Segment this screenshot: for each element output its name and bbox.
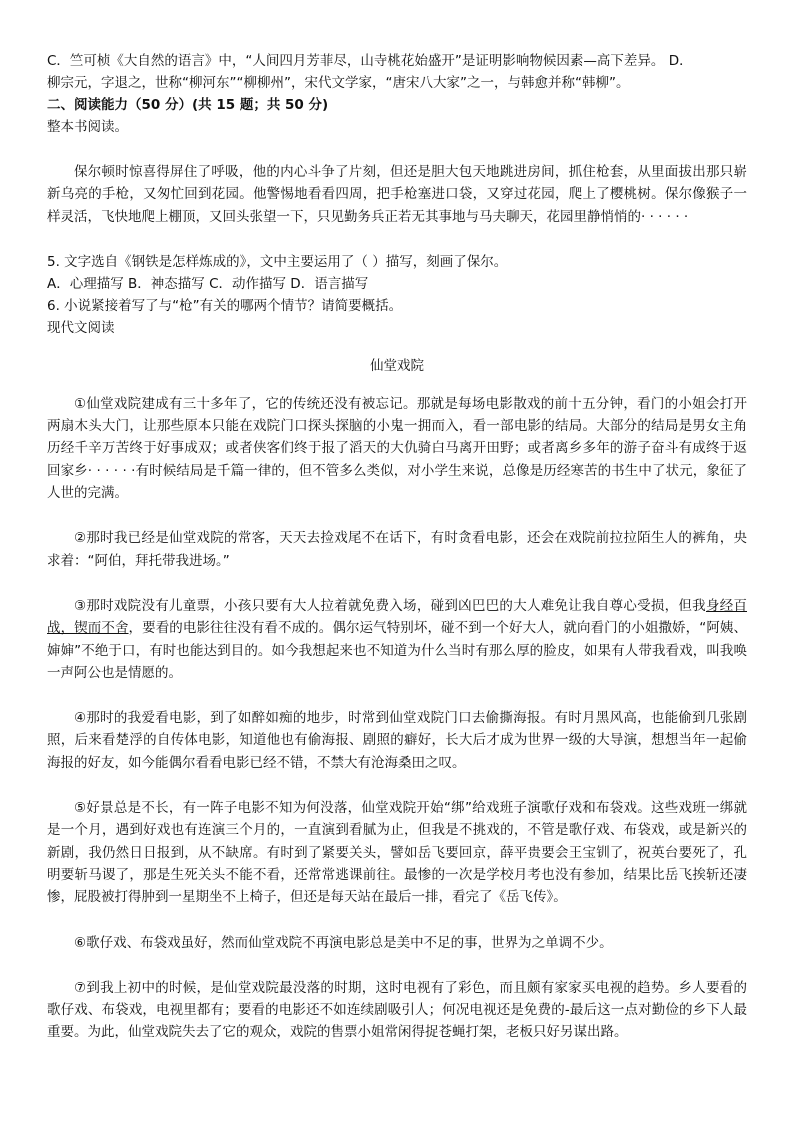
section-heading: 二、阅读能力（50 分）(共 15 题；共 50 分) <box>47 97 329 113</box>
paragraph-3-text-before: ③那时戏院没有儿童票，小孩只要有大人拉着就免费入场，碰到凶巴巴的大人难免让我自尊心受损，但我 <box>74 597 706 614</box>
whole-book-label: 整本书阅读。 <box>47 119 128 135</box>
article-paragraph-4: ④那时的我爱看电影，到了如醉如痴的地步，时常到仙堂戏院门口去偷撕海报。有时月黑风高，也能偷到几张剧照，后来看楚浮的自传体电影，知道他也有偷海报、剧照的癖好，长大后才成为世界一级的大导演，想想当年一起偷海报的好友，如今能偶尔看看电影已经不错，不禁大有沧海桑田之叹。 <box>47 710 747 771</box>
article-title: 仙堂戏院 <box>370 357 424 374</box>
article-paragraph-7: ⑦到我上初中的时候，是仙堂戏院最没落的时期，这时电视有了彩色，而且颇有家家买电视的趋势。乡人要看的歌仔戏、布袋戏，电视里都有；要看的电影还不如连续剧吸引人；何况电视还是免费的-最后这一点对勤俭的乡下人最重要。为此，仙堂戏院失去了它的观众，戏院的售票小姐常闲得捉苍蝇打架，老板只好另谋出路。 <box>47 979 747 1041</box>
novel-excerpt: 保尔顿时惊喜得屏住了呼吸，他的内心斗争了片刻，但还是胆大包天地跳进房间，抓住枪套，从里面拔出那只崭新乌亮的手枪，又匆忙回到花园。他警惕地看看四周，把手枪塞进口袋，又穿过花园，爬上了樱桃树。保尔像猴子一样灵活，飞快地爬上棚顶，又回头张望一下，只见勤务兵正若无其事地与马夫聊天，花园里静悄悄的· · · · · · <box>47 164 747 225</box>
underlined-phrase: 身经百战，锲而不舍 <box>47 597 748 637</box>
article-paragraph-3 <box>47 595 747 684</box>
article-paragraph-6: ⑥歌仔戏、布袋戏虽好，然而仙堂戏院不再演电影总是美中不足的事，世界为之单调不少。 <box>74 934 613 951</box>
question-5: 5. 文字选自《钢铁是怎样炼成的》，文中主要运用了（ ）描写，刻画了保尔。 <box>47 253 508 270</box>
article-paragraph-1: ①仙堂戏院建成有三十多年了，它的传统还没有被忘记。那就是每场电影散戏的前十五分钟，看门的小姐会打开两扇木头大门，让那些原本只能在戏院门口探头探脑的小鬼一拥而入，看一部电影的结局。大部分的结局是男女主角历经千辛万苦终于好事成双；或者侠客们终于报了滔天的大仇骑白马离开田野；或者离乡多年的游子奋斗有成终于返回家乡· · · · · ·有时候结局是千篇一律的，但不管多么类似，对小学生来说，总像是历经寒苦的书生中了状元，象征了人世的完满。 <box>47 395 747 502</box>
option-c-line: C．竺可桢《大自然的语言》中，“人间四月芳菲尽，山寺桃花始盛开”是证明影响物候因素—高下差异。 D． <box>47 53 693 69</box>
question-5-options: A．心理描写 B．神态描写 C．动作描写 D．语言描写 <box>47 275 369 292</box>
option-d-line: 柳宗元，字退之，世称“柳河东”“柳柳州”，宋代文学家，“唐宋八大家”之一，与韩愈并称“韩柳”。 <box>47 75 630 91</box>
document-page <box>47 50 747 1044</box>
paragraph-3-text-after: ，要看的电影往往没有看不成的。偶尔运气特别坏，碰不到一个好大人，就向看门的小姐撒娇，“阿姨、婶婶”不绝于口，有时也能达到目的。如今我想起来也不知道为什么当时有那么厚的脸皮，如果有人带我看戏，叫我唤一声阿公也是情愿的。 <box>47 620 747 681</box>
article-paragraph-5: ⑤好景总是不长，有一阵子电影不知为何没落，仙堂戏院开始“绑”给戏班子演歌仔戏和布袋戏。这些戏班一绑就是一个月，遇到好戏也有连演三个月的，一直演到看腻为止，但我是不挑戏的，不管是歌仔戏、布袋戏，或是新兴的新剧，我仍然日日报到，从不缺席。有时到了紧要关头，譬如岳飞要回京，薛平贵要会王宝钏了，祝英台要死了，孔明要斩马谡了，那是生死关头不能不看，还常常逃课前往。最惨的一次是学校月考也没有参加，结果比岳飞挨斩还凄惨，屁股被打得肿到一星期坐不上椅子，但还是每天站在最后一排，看完了《岳飞传》。 <box>47 800 747 906</box>
question-6: 6. 小说紧接着写了与“枪”有关的哪两个情节？请简要概括。 <box>47 297 403 314</box>
article-paragraph-2: ②那时我已经是仙堂戏院的常客，天天去捡戏尾不在话下，有时贪看电影，还会在戏院前拉拉陌生人的裤角，央求着：“阿伯，拜托带我进场。” <box>47 530 747 569</box>
modern-reading-label: 现代文阅读 <box>47 319 115 336</box>
